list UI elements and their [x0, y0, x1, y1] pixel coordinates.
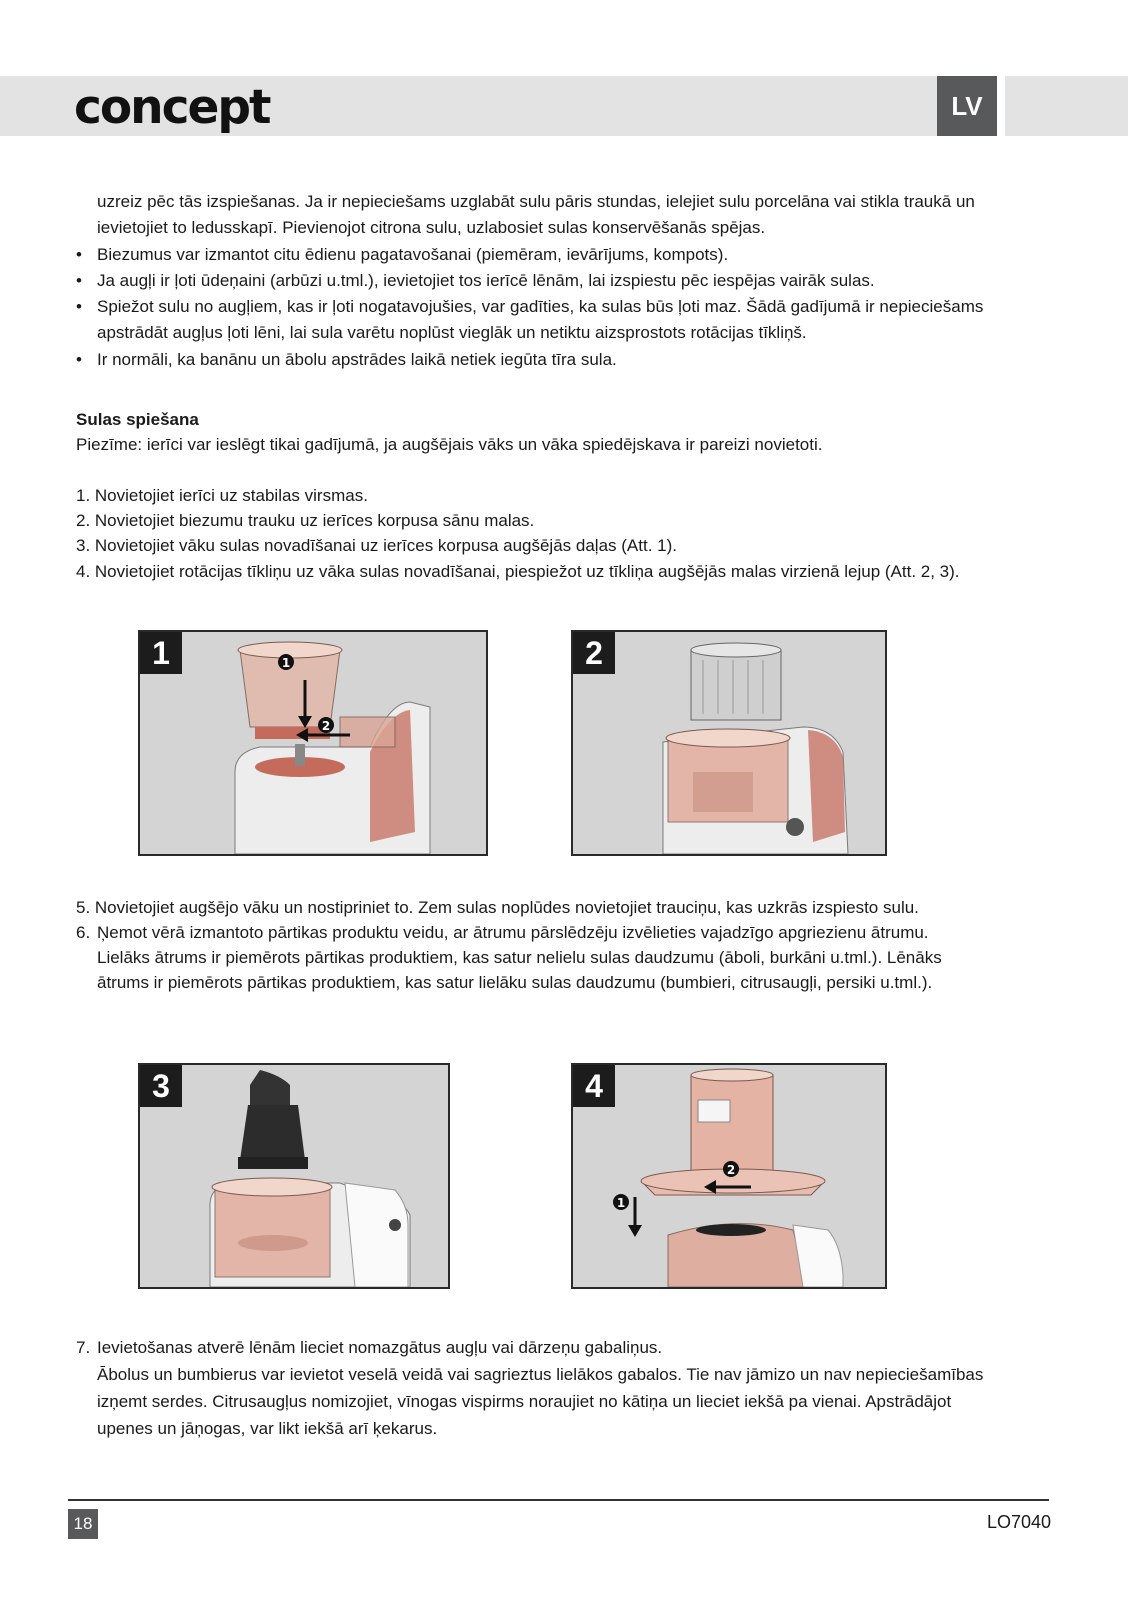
figure-number: 2 [573, 632, 615, 674]
marker-number: 1 [281, 656, 291, 670]
section-note: Piezīme: ierīci var ieslēgt tikai gadījumā, ja augšējais vāks un vāka spiedējskava ir pareizi novietoti. [76, 435, 823, 454]
bullet-item: Biezumus var izmantot citu ēdienu pagatavošanai (piemēram, ievārījums, kompots). [97, 245, 729, 264]
step-7-line: Ievietošanas atverē lēnām lieciet nomazgātus augļu vai dārzeņu gabaliņus. [97, 1338, 663, 1357]
figure-number: 4 [573, 1065, 615, 1107]
figure-number: 1 [140, 632, 182, 674]
step-7-line: izņemt serdes. Citrusaugļus nomizojiet, vīnogas vispirms noraujiet no kātiņa un lieciet iekšā pa vienai. Apstrādājot [97, 1392, 952, 1411]
step-item: 4. Novietojiet rotācijas tīkliņu uz vāka sulas novadīšanai, piespiežot uz tīkliņa augšējās malas virzienā lejup (Att. 2, 3). [76, 562, 960, 581]
bullet-item: Ja augļi ir ļoti ūdeņaini (arbūzi u.tml.), ievietojiet tos ierīcē lēnām, lai izspiestu pēc iespējas vairāk sulas. [97, 271, 875, 290]
figure-number: 3 [140, 1065, 182, 1107]
bullet-symbol: • [76, 350, 82, 369]
bullet-symbol: • [76, 271, 82, 290]
step-6-number: 6. [76, 923, 91, 942]
bullet-item: Spiežot sulu no augļiem, kas ir ļoti nogatavojušies, var gadīties, ka sulas būs ļoti maz. Šādā gadījumā ir nepieciešams [97, 297, 984, 316]
step-7-line: upenes un jāņogas, var likt iekšā arī ķekarus. [97, 1419, 438, 1438]
page-number: 18 [68, 1509, 98, 1539]
step-item: 1. Novietojiet ierīci uz stabilas virsmas. [76, 486, 368, 505]
language-badge: LV [937, 76, 997, 136]
step-6-line: ātrums ir piemērots pārtikas produktiem, kas satur lielāku sulas daudzumu (bumbieri, citrusaugļi, persiki u.tml.). [97, 973, 933, 992]
juicer-illustration-3 [140, 1065, 448, 1287]
marker-number: 2 [726, 1163, 736, 1177]
step-item: 5. Novietojiet augšējo vāku un nostipriniet to. Zem sulas noplūdes novietojiet trauciņu, kas uzkrās izspiesto sulu. [76, 898, 919, 917]
header-divider [997, 76, 1005, 136]
intro-line-2: ievietojiet to ledusskapī. Pievienojot citrona sulu, uzlabosiet sulas konservēšanās spējas. [97, 218, 766, 237]
step-6-line: Lielāks ātrums ir piemērots pārtikas produktiem, kas satur nelielu sulas daudzumu (āboli, burkāni u.tml.). Lēnāks [97, 948, 942, 967]
figure-3 [138, 1063, 450, 1289]
bullet-symbol: • [76, 245, 82, 264]
bullet-item-continued: apstrādāt augļus ļoti lēni, lai sula varētu noplūst vieglāk un netiktu aizsprostots rotācijas tīkliņš. [97, 323, 807, 342]
footer-divider [68, 1499, 1049, 1501]
step-6-line: Ņemot vērā izmantoto pārtikas produktu veidu, ar ātrumu pārslēdzēju izvēlieties vajadzīgo apgriezienu ātrumu. [97, 923, 929, 942]
figure-4 [571, 1063, 887, 1289]
figure-1 [138, 630, 488, 856]
step-item: 3. Novietojiet vāku sulas novadīšanai uz ierīces korpusa augšējās daļas (Att. 1). [76, 536, 677, 555]
intro-line-1: uzreiz pēc tās izspiešanas. Ja ir nepieciešams uzglabāt sulu pāris stundas, ielejiet sulu porcelāna vai stikla traukā un [97, 192, 975, 211]
step-item: 2. Novietojiet biezumu trauku uz ierīces korpusa sānu malas. [76, 511, 535, 530]
marker-number: 2 [321, 719, 331, 733]
bullet-item: Ir normāli, ka banānu un ābolu apstrādes laikā netiek iegūta tīra sula. [97, 350, 617, 369]
brand-logo: concept [74, 80, 270, 135]
section-title: Sulas spiešana [76, 410, 199, 429]
juicer-illustration-2 [573, 632, 885, 854]
bullet-symbol: • [76, 297, 82, 316]
step-7-line: Ābolus un bumbierus var ievietot veselā veidā vai sagrieztus lielākos gabalos. Tie nav jāmizo un nav nepieciešamības [97, 1365, 984, 1384]
marker-number: 1 [616, 1196, 626, 1210]
juicer-illustration-4 [573, 1065, 885, 1287]
model-number: LO7040 [986, 1512, 1051, 1532]
figure-2 [571, 630, 887, 856]
step-7-number: 7. [76, 1338, 91, 1357]
juicer-illustration-1 [140, 632, 486, 854]
